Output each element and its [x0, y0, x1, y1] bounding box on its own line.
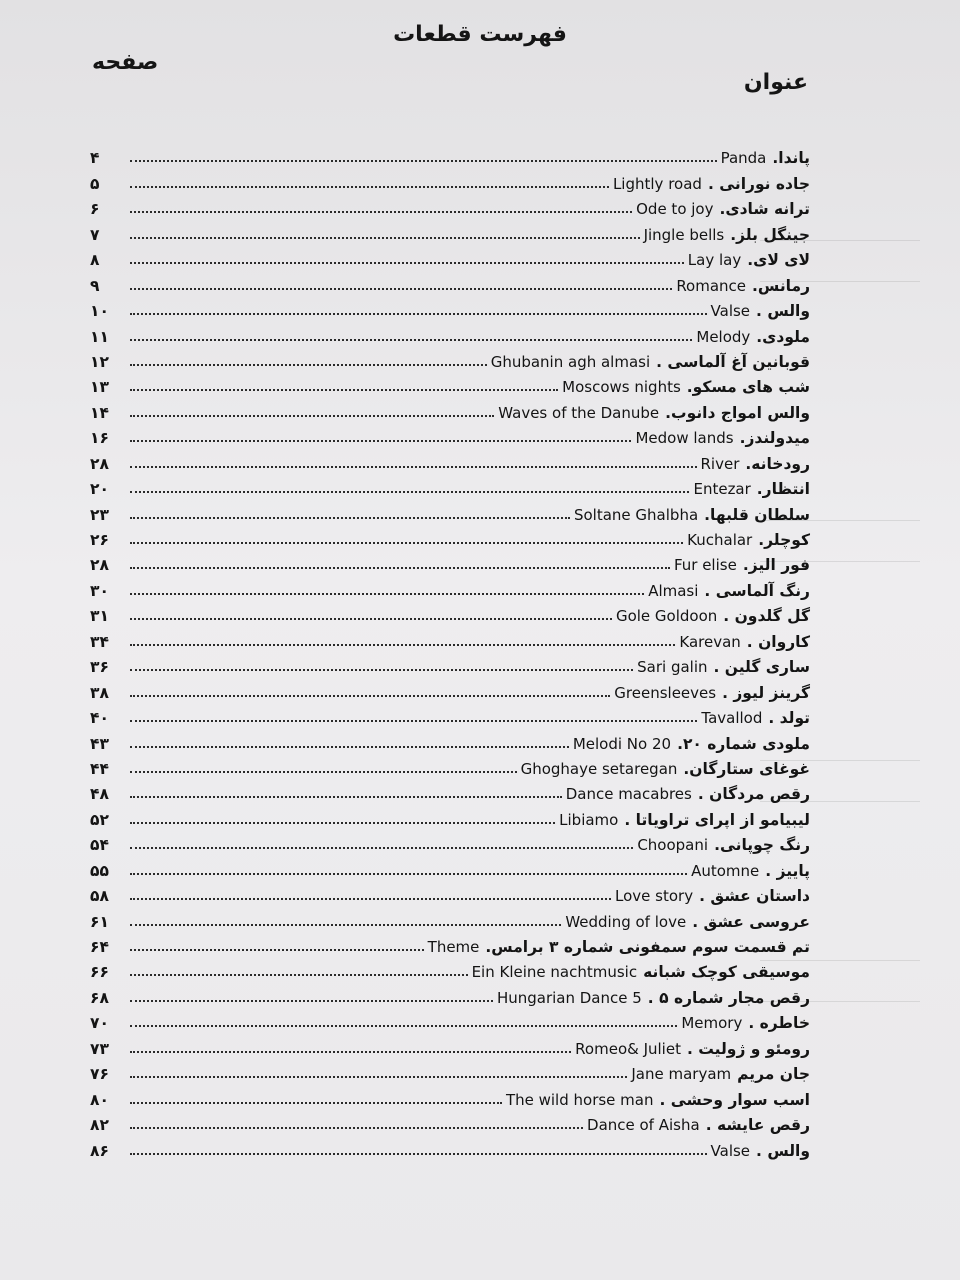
entry-english-title: Dance macabres: [565, 785, 692, 804]
toc-entry: [90, 981, 810, 1006]
dot-leader: [130, 771, 517, 773]
entry-persian-title: رودخانه.: [745, 454, 810, 473]
entry-english-title: Ghoghaye setaregan: [520, 759, 678, 778]
entry-persian-title: سلطان قلبها.: [704, 505, 810, 524]
entry-persian-title: داستان عشق .: [699, 887, 810, 906]
toc-entry: [90, 1083, 810, 1108]
dot-leader: [130, 669, 633, 671]
entry-page-number: ۵۸: [90, 887, 109, 906]
entry-persian-title: خاطره .: [748, 1014, 810, 1033]
entry-page-number: ۱۳: [90, 378, 109, 397]
page-title: فهرست قطعات: [393, 22, 567, 47]
entry-page-number: ۵۴: [90, 836, 109, 855]
entry-english-title: Lay lay: [687, 251, 742, 270]
entry-persian-title: ترانه شادی.: [719, 200, 810, 219]
dot-leader: [130, 644, 675, 646]
toc-entry: [90, 422, 810, 447]
entry-persian-title: رقص عایشه .: [705, 1116, 810, 1135]
entry-page-number: ۱۰: [90, 302, 109, 321]
entry-persian-title: رمانس.: [752, 276, 810, 295]
entry-english-title: Ghubanin agh almasi: [490, 352, 651, 371]
dot-leader: [130, 491, 689, 493]
toc-entry: [90, 396, 810, 421]
entry-english-title: Melodi No 20: [572, 734, 672, 753]
dot-leader: [130, 440, 631, 442]
entry-english-title: Almasi: [648, 581, 699, 600]
toc-entry: [90, 295, 810, 320]
entry-english-title: Tavallod: [701, 709, 763, 728]
toc-entry: [90, 1007, 810, 1032]
entry-persian-title: رقص مجار شماره ۵ .: [647, 988, 810, 1007]
entry-page-number: ۴۴: [90, 759, 109, 778]
toc-entry: [90, 778, 810, 803]
entry-persian-title: گرینز لیوز .: [722, 683, 810, 702]
entry-english-title: Theme: [427, 938, 480, 956]
entry-page-number: ۴۳: [90, 734, 109, 753]
toc-entry: [90, 167, 810, 192]
toc-entry: [90, 727, 810, 752]
dot-leader: [130, 313, 707, 315]
entry-english-title: Hungarian Dance 5: [496, 988, 642, 1007]
entry-english-title: Jane maryam: [631, 1065, 732, 1084]
toc-entry: [90, 193, 810, 218]
entry-persian-title: ملودی شماره ۲۰.: [677, 734, 810, 753]
entry-persian-title: پاییز .: [765, 861, 810, 880]
toc-entry: [90, 447, 810, 472]
entry-english-title: Waves of the Danube: [498, 403, 660, 422]
entry-english-title: Ein Kleine nachtmusic: [471, 963, 638, 982]
entry-english-title: Romance: [676, 276, 747, 295]
entry-persian-title: والس .: [756, 1141, 810, 1160]
dot-leader: [130, 924, 561, 926]
entry-english-title: Love story: [615, 887, 694, 906]
entry-english-title: Fur elise: [673, 556, 737, 575]
entry-page-number: ۴: [90, 149, 100, 168]
entry-page-number: ۲۳: [90, 505, 109, 524]
dot-leader: [130, 211, 632, 213]
dot-leader: [130, 720, 697, 722]
entry-page-number: ۸۶: [90, 1141, 109, 1160]
entry-persian-title: رنگ آلماسی .: [704, 581, 810, 600]
title-column-header: عنوان: [743, 70, 808, 95]
entry-page-number: ۶۴: [90, 938, 109, 956]
entry-page-number: ۳۴: [90, 632, 109, 651]
entry-page-number: ۳۱: [90, 607, 109, 626]
entry-page-number: ۶: [90, 200, 100, 219]
entry-english-title: Soltane Ghalbha: [573, 505, 699, 524]
dot-leader: [130, 186, 609, 188]
toc-entry: [90, 956, 810, 981]
toc-entry: [90, 320, 810, 345]
entry-persian-title: کاروان .: [746, 632, 810, 651]
entry-persian-title: والس امواج دانوب.: [665, 403, 810, 422]
entry-page-number: ۷: [90, 225, 100, 244]
entry-persian-title: ملودی.: [756, 327, 810, 346]
dot-leader: [130, 1025, 677, 1027]
toc-entry: [90, 931, 810, 956]
dot-leader: [130, 1076, 627, 1078]
entry-persian-title: رومئو و ژولیت .: [686, 1039, 810, 1058]
entry-english-title: The wild horse man: [505, 1090, 654, 1109]
toc-entry: [90, 803, 810, 828]
entry-persian-title: شب های مسکو.: [686, 378, 810, 397]
toc-entry: [90, 880, 810, 905]
entry-persian-title: لیبیامو از اپرای تراویاتا .: [624, 810, 810, 829]
entry-page-number: ۱۶: [90, 429, 109, 448]
entry-persian-title: عروسی عشق .: [692, 912, 810, 931]
dot-leader: [130, 822, 555, 824]
entry-page-number: ۵۲: [90, 810, 109, 829]
entry-page-number: ۶۸: [90, 988, 109, 1007]
dot-leader: [130, 847, 633, 849]
entry-english-title: Entezar: [693, 480, 751, 499]
entry-persian-title: میدولندز.: [739, 429, 810, 448]
dot-leader: [130, 898, 611, 900]
entry-english-title: Melody: [696, 327, 751, 346]
dot-leader: [130, 262, 684, 264]
entry-persian-title: موسیقی کوچک شبانه: [643, 963, 810, 982]
dot-leader: [130, 339, 692, 341]
toc-entry: [90, 651, 810, 676]
dot-leader: [130, 1127, 583, 1129]
table-of-contents: [90, 142, 810, 1160]
entry-persian-title: رقص مردگان .: [697, 785, 810, 804]
entry-page-number: ۶۱: [90, 912, 109, 931]
entry-english-title: Choopani: [637, 836, 709, 855]
entry-english-title: Automne: [691, 861, 760, 880]
dot-leader: [130, 542, 683, 544]
entry-page-number: ۲۸: [90, 556, 109, 575]
toc-entry: [90, 829, 810, 854]
dot-leader: [130, 746, 569, 748]
dot-leader: [130, 567, 670, 569]
dot-leader: [130, 1102, 502, 1104]
entry-page-number: ۸۲: [90, 1116, 109, 1135]
toc-entry: [90, 1058, 810, 1083]
entry-page-number: ۷۶: [90, 1065, 109, 1084]
entry-page-number: ۱۲: [90, 352, 109, 371]
entry-page-number: ۱۱: [90, 327, 109, 346]
toc-entry: [90, 142, 810, 167]
entry-persian-title: رنگ چوپانی.: [714, 836, 810, 855]
dot-leader: [130, 415, 494, 417]
entry-persian-title: تولد .: [768, 709, 810, 728]
entry-persian-title: اسب سوار وحشی .: [659, 1090, 810, 1109]
entry-english-title: River: [700, 454, 740, 473]
toc-entry: [90, 574, 810, 599]
entry-page-number: ۱۴: [90, 403, 109, 422]
entry-english-title: Panda: [720, 149, 767, 168]
toc-entry: [90, 549, 810, 574]
entry-english-title: Valse: [710, 1141, 751, 1160]
entry-page-number: ۴۸: [90, 785, 109, 804]
entry-english-title: Memory: [681, 1014, 743, 1033]
entry-english-title: Sari galin: [637, 658, 708, 677]
entry-persian-title: قوبانین آغ آلماسی .: [656, 352, 810, 371]
toc-entry: [90, 753, 810, 778]
toc-entry: [90, 1134, 810, 1159]
entry-page-number: ۷۰: [90, 1014, 109, 1033]
entry-page-number: ۳۰: [90, 581, 109, 600]
toc-entry: [90, 600, 810, 625]
dot-leader: [130, 389, 558, 391]
dot-leader: [130, 949, 424, 951]
entry-page-number: ۳۶: [90, 658, 109, 677]
entry-persian-title: ساری گلین .: [713, 658, 810, 677]
toc-entry: [90, 524, 810, 549]
dot-leader: [130, 160, 717, 162]
toc-entry: [90, 473, 810, 498]
dot-leader: [130, 1051, 571, 1053]
entry-page-number: ۶۶: [90, 963, 109, 982]
toc-entry: [90, 218, 810, 243]
entry-english-title: Valse: [710, 302, 751, 321]
entry-persian-title: والس .: [756, 302, 810, 321]
page-column-header: صفحه: [92, 50, 159, 75]
entry-english-title: Greensleeves: [614, 683, 717, 702]
entry-persian-title: فور الیز.: [742, 556, 810, 575]
entry-page-number: ۵: [90, 174, 100, 193]
entry-page-number: ۸۰: [90, 1090, 109, 1109]
entry-english-title: Wedding of love: [565, 912, 687, 931]
entry-page-number: ۳۸: [90, 683, 109, 702]
entry-persian-title: تم قسمت سوم سمفونی شماره ۳ برامس.: [485, 938, 810, 956]
entry-english-title: Lightly road: [612, 174, 702, 193]
toc-entry: [90, 244, 810, 269]
entry-page-number: ۴۰: [90, 709, 109, 728]
toc-entry: [90, 905, 810, 930]
entry-english-title: Dance of Aisha: [587, 1116, 700, 1135]
dot-leader: [130, 695, 610, 697]
entry-english-title: Medow lands: [635, 429, 734, 448]
entry-page-number: ۲۶: [90, 531, 109, 549]
toc-entry: [90, 498, 810, 523]
dot-leader: [130, 466, 697, 468]
toc-entry: [90, 1109, 810, 1134]
dot-leader: [130, 364, 487, 366]
toc-entry: [90, 702, 810, 727]
entry-english-title: Moscows nights: [562, 378, 681, 397]
entry-page-number: ۸: [90, 251, 100, 270]
entry-persian-title: غوغای ستارگان.: [683, 759, 810, 778]
entry-persian-title: پاندا.: [772, 149, 810, 168]
entry-english-title: Kuchalar: [687, 531, 753, 549]
entry-english-title: Libiamo: [559, 810, 619, 829]
dot-leader: [130, 1153, 707, 1155]
entry-english-title: Karevan: [679, 632, 741, 651]
entry-persian-title: انتظار.: [756, 480, 810, 499]
entry-persian-title: لای لای.: [747, 251, 810, 270]
entry-persian-title: جان مریم: [737, 1065, 810, 1084]
entry-english-title: Jingle bells: [643, 225, 725, 244]
toc-entry: [90, 269, 810, 294]
entry-persian-title: کوچلر.: [758, 531, 810, 549]
toc-entry: [90, 676, 810, 701]
dot-leader: [130, 593, 644, 595]
entry-persian-title: گل گلدون .: [723, 607, 810, 626]
toc-entry: [90, 625, 810, 650]
dot-leader: [130, 873, 687, 875]
entry-page-number: ۹: [90, 276, 100, 295]
entry-page-number: ۵۵: [90, 861, 109, 880]
dot-leader: [130, 237, 640, 239]
entry-english-title: Ode to joy: [636, 200, 714, 219]
dot-leader: [130, 618, 612, 620]
entry-english-title: Gole Goldoon: [615, 607, 718, 626]
dot-leader: [130, 974, 468, 976]
entry-persian-title: جاده نورانی .: [707, 174, 810, 193]
entry-english-title: Romeo& Juliet: [575, 1039, 681, 1058]
dot-leader: [130, 1000, 493, 1002]
entry-page-number: ۲۸: [90, 454, 109, 473]
entry-page-number: ۲۰: [90, 480, 109, 499]
dot-leader: [130, 517, 570, 519]
toc-entry: [90, 371, 810, 396]
dot-leader: [130, 796, 562, 798]
entry-persian-title: جینگل بلز.: [730, 225, 810, 244]
entry-page-number: ۷۳: [90, 1039, 109, 1058]
toc-entry: [90, 854, 810, 879]
toc-entry: [90, 1032, 810, 1057]
dot-leader: [130, 288, 672, 290]
toc-entry: [90, 346, 810, 371]
